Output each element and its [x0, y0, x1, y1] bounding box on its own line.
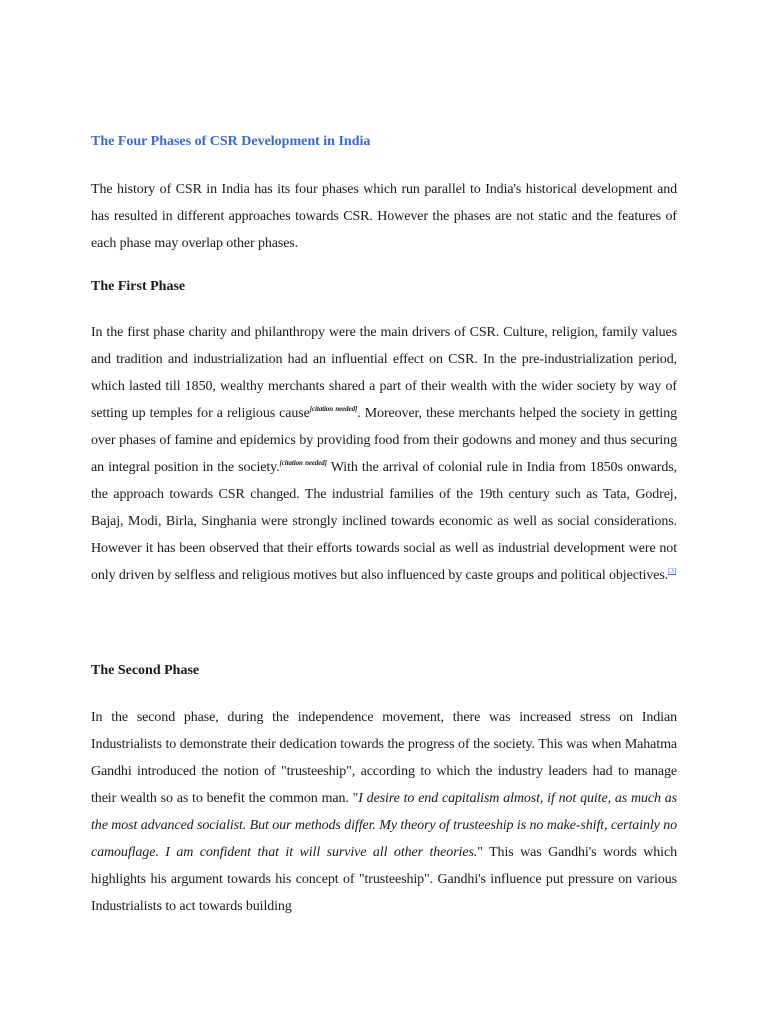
first-phase-text-2: . Moreover, these merchants helped the society in getting over phases of famine and epidemics by providing food from their godowns and money and thus securing an integral position in the society.: [91, 406, 677, 475]
gandhi-quote: I desire to end capitalism almost, if not quite, as much as the most advanced socialist. But our methods differ. My theory of trusteeship is no make-shift, certainly no camouflage. I am confident that it will survive all other theories.: [91, 791, 677, 860]
intro-paragraph: The history of CSR in India has its four phases which run parallel to India's historical development and has resulted in different approaches towards CSR. However the phases are not static and the features of each phase may overlap other phases.: [91, 182, 677, 251]
first-phase-text-1: In the first phase charity and philanthropy were the main drivers of CSR. Culture, religion, family values and tradition and industrialization had an influential effect on CSR. In the pre-industrialization period, which lasted till 1850, wealthy merchants shared a part of their wealth with the wider society by way of setting up temples for a religious cause: [91, 325, 677, 421]
reference-link[interactable]: [3]: [668, 567, 677, 575]
second-phase-heading: The Second Phase: [91, 663, 200, 678]
document-title: The Four Phases of CSR Development in India: [91, 134, 371, 149]
first-phase-paragraph: [91, 319, 677, 589]
second-phase-paragraph: [91, 704, 677, 920]
citation-needed-marker[interactable]: [citation needed]: [309, 405, 358, 413]
first-phase-text-3: With the arrival of colonial rule in India from 1850s onwards, the approach towards CSR changed. The industrial families of the 19th century such as Tata, Godrej, Bajaj, Modi, Birla, Singhania were strongly inclined towards economic as well as social considerations. However it has been observed that their efforts towards social as well as industrial development were not only driven by selfless and religious motives but also influenced by caste groups and political objectives.: [91, 460, 677, 583]
citation-needed-marker[interactable]: [citation needed]: [279, 459, 327, 467]
second-phase-text-2: " This was Gandhi's words which highlights his argument towards his concept of "trusteeship". Gandhi's influence put pressure on various Industrialists to act towards building: [91, 845, 677, 914]
second-phase-text-1: In the second phase, during the independence movement, there was increased stress on Indian Industrialists to demonstrate their dedication towards the progress of the society. This was when Mahatma Gandhi introduced the notion of "trusteeship", according to which the industry leaders had to manage their wealth so as to benefit the common man. ": [91, 710, 677, 806]
first-phase-heading: The First Phase: [91, 279, 186, 294]
